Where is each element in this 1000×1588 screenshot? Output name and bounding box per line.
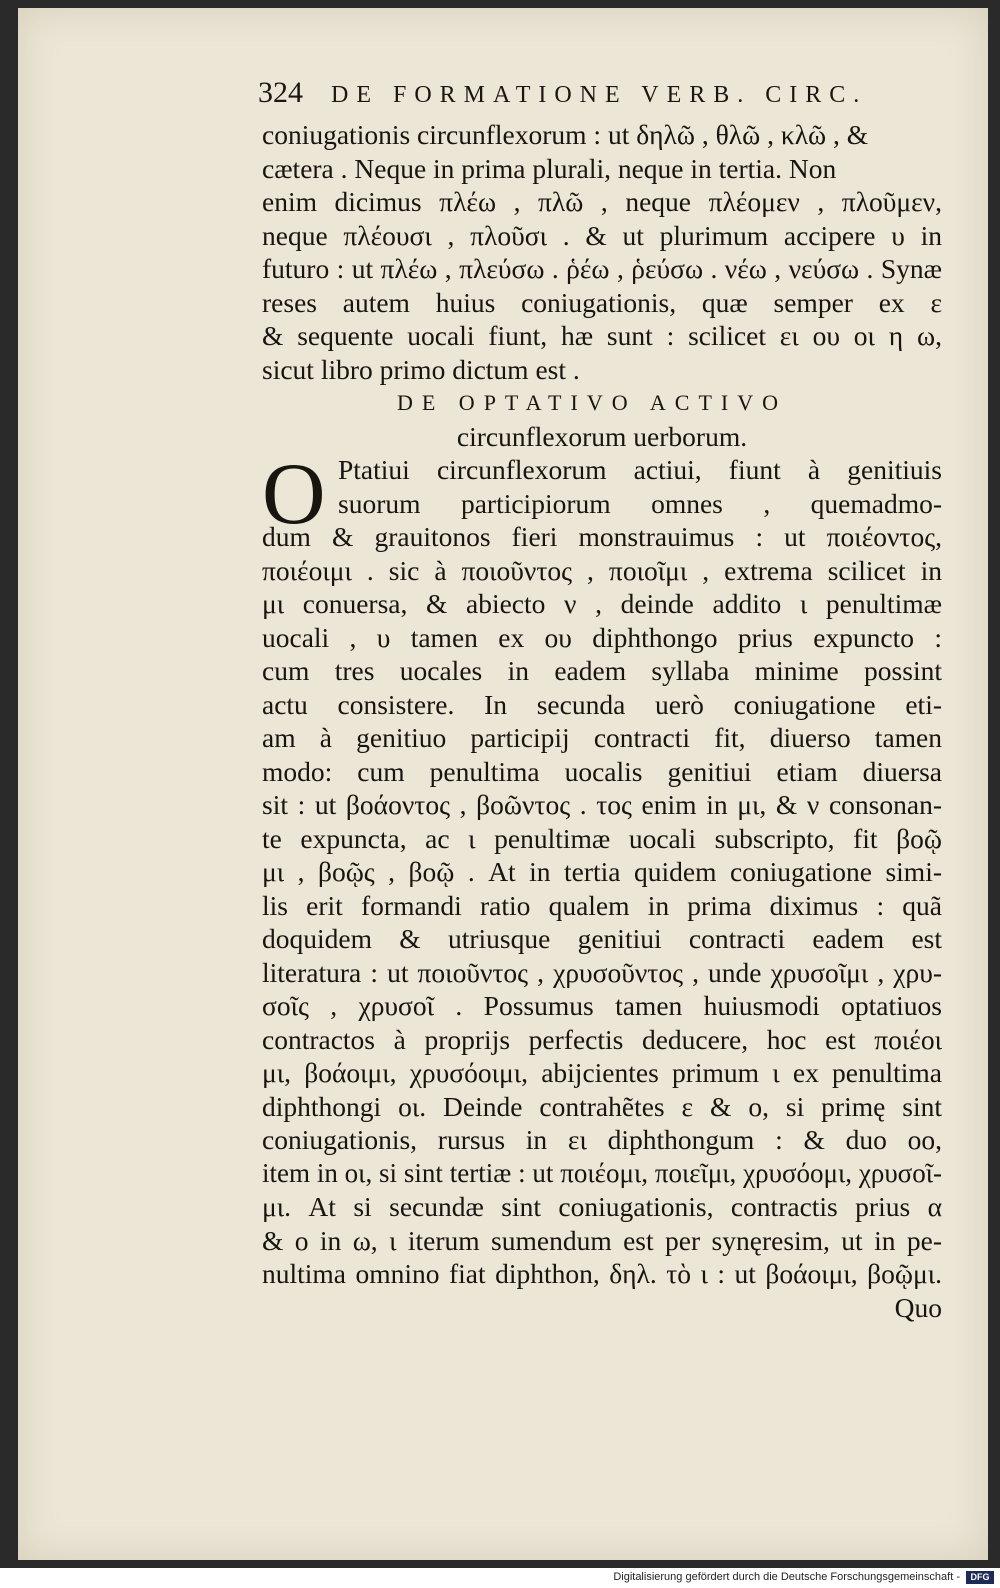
text-line: futuro : ut πλέω , πλεύσω . ῥέω , ῥεύσω . νέω , νεύσω . Synæ — [262, 253, 942, 284]
text-line: ποιέοιμι . sic à ποιοῦντος , ποιοῖμι , extrema scilicet in — [262, 554, 942, 586]
text-line: dum & grauitonos fieri monstrauimus : ut ποιέοντος, — [262, 521, 942, 552]
text-line: μι conuersa, & abiecto ν , deinde addito ι penultimæ — [262, 588, 942, 619]
text-line: item in οι, si sint tertiæ : ut ποιέομι, ποιεῖμι, χρυσόομι, χρυσοῖ- — [262, 1157, 942, 1188]
funding-credit: Digitalisierung gefördert durch die Deutsche Forschungsgemeinschaft - — [613, 1571, 960, 1583]
text-line: sit : ut βοάοντος , βοῶντος . τος enim in μι, & ν consonan- — [262, 789, 942, 820]
catchword: Quo — [894, 1291, 942, 1323]
text-line: contractos à proprijs perfectis deducere, hoc est ποιέοι — [262, 1023, 942, 1055]
text-line: coniugationis circunflexorum : ut δηλῶ , θλῶ , κλῶ , & cætera . Neque in prima plurali, neque in tertia. Non — [262, 119, 869, 184]
text-line: σοῖς , χρυσοῖ . Possumus tamen huiusmodi optatiuos — [262, 990, 942, 1021]
text-line: & sequente uocali fiunt, hæ sunt : scilicet ει ου οι η ω, — [262, 320, 942, 351]
text-line: μι , βοῷς , βοῷ . At in tertia quidem coniugatione simi- — [262, 856, 942, 887]
text-line: te expuncta, ac ι penultimæ uocali subscripto, fit βοῷ — [262, 822, 942, 854]
text-line: enim dicimus πλέω , πλῶ , neque πλέομεν , πλοῦμεν, — [262, 186, 942, 217]
running-title: DE FORMATIONE VERB. CIRC. — [331, 82, 868, 108]
dfg-logo: DFG — [966, 1571, 994, 1584]
text-line: literatura : ut ποιοῦντος , χρυσοῦντος , unde χρυσοῖμι , χρυ- — [262, 956, 942, 988]
text-line: cum tres uocales in eadem syllaba minime possint — [262, 655, 942, 686]
text-line: μι. At si secundæ sint coniugationis, contractis prius α — [262, 1191, 942, 1222]
paragraph-before — [262, 118, 942, 386]
drop-capital: O — [262, 446, 326, 543]
text-line: lis erit formandi ratio qualem in prima diximus : quã — [262, 889, 942, 921]
text-line: am à genitiuo participij contracti fit, diuerso tamen — [262, 722, 942, 753]
running-head — [258, 76, 938, 110]
text-line: coniugationis, rursus in ει diphthongum : & duo οο, — [262, 1124, 942, 1155]
text-line: diphthongi οι. Deinde contrahẽtes ε & ο, si primę sint — [262, 1090, 942, 1122]
text-line: uocali , υ tamen ex ου diphthongo prius expuncto : — [262, 621, 942, 653]
section-heading: DE OPTATIVO ACTIVO — [396, 390, 787, 415]
text-line: nultima omnino fiat diphthon, δηλ. τὸ ι : ut βοάοιμι, βοῷμι. — [262, 1258, 942, 1289]
body-text — [262, 118, 942, 1324]
text-line: Ptatiui circunflexorum actiui, fiunt à genitiuis — [338, 454, 942, 485]
text-line: actu consistere. In secunda uerò coniugatione eti- — [262, 688, 942, 720]
text-line: neque πλέουσι , πλοῦσι . & ut plurimum accipere υ in — [262, 219, 942, 251]
text-line: suorum participiorum omnes , quemadmo- — [338, 487, 942, 519]
page-number: 324 — [258, 76, 303, 109]
text-line: & ο in ω, ι iterum sumendum est per synęresim, ut in pe- — [262, 1224, 942, 1256]
text-line: μι, βοάοιμι, χρυσόοιμι, abijcientes primum ι ex penultima — [262, 1057, 942, 1088]
section-subheading: circunflexorum uerborum. — [456, 420, 748, 452]
text-line: reses autem huius coniugationis, quæ semper ex ε — [262, 286, 942, 318]
footer-bar — [0, 1568, 1000, 1588]
text-line: doquidem & utriusque genitiui contracti eadem est — [262, 923, 942, 954]
text-line: sicut libro primo dictum est . — [262, 353, 580, 385]
text-line: modo: cum penultima uocalis genitiui etiam diuersa — [262, 755, 942, 787]
paragraph-after — [262, 520, 942, 1291]
